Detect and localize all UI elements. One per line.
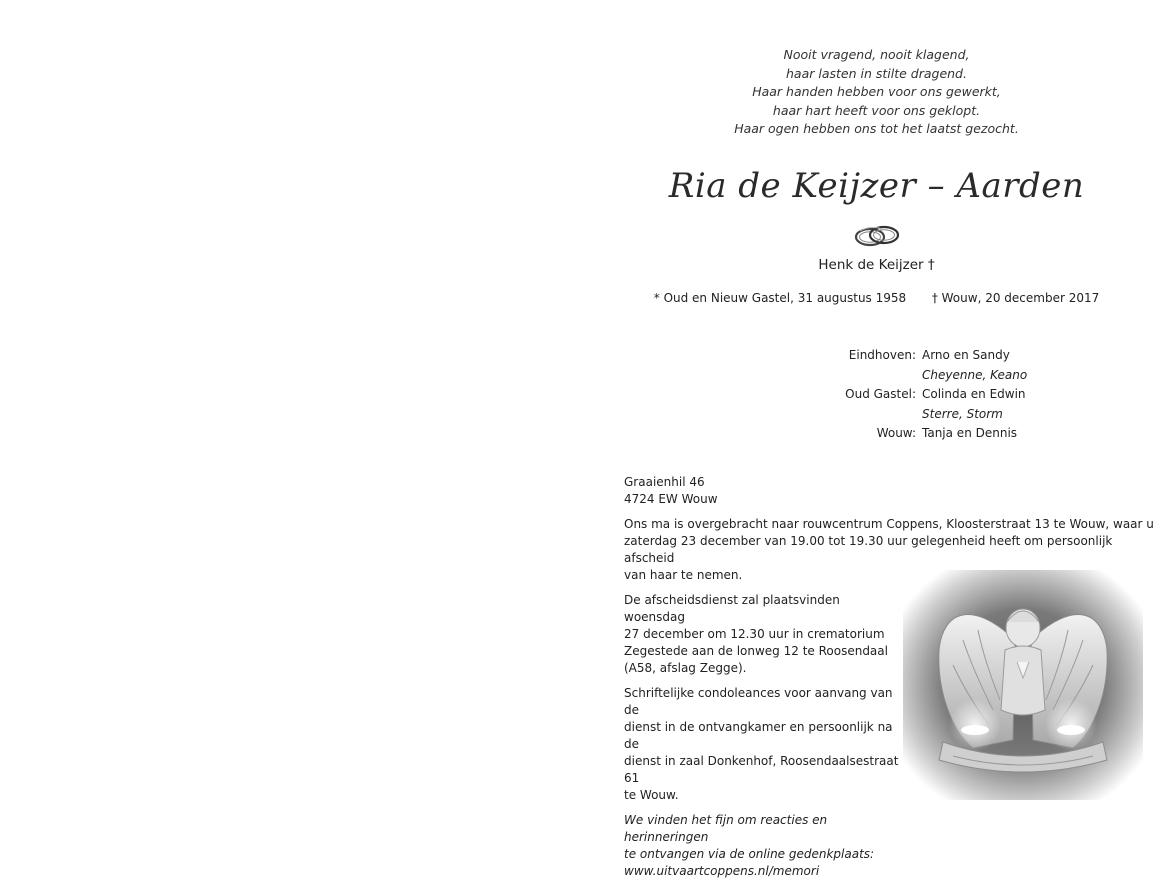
family-row <box>804 385 1027 405</box>
wedding-rings-icon <box>852 224 902 248</box>
poem-line: haar lasten in stilte dragend. <box>786 65 967 81</box>
condolences-paragraph: Schriftelijke condoleances voor aanvang van de dienst in de ontvangkamer en persoonlijk na de dienst in zaal Donkenhof, Roosendaalsestraat 61 te Wouw. <box>624 686 899 802</box>
poem-line: Nooit vragend, nooit klagend, <box>783 47 970 62</box>
family-grandchildren: Cheyenne, Keano <box>922 367 1028 382</box>
family-names: Colinda en Edwin <box>922 387 1026 401</box>
spouse-name: Henk de Keijzer † <box>818 257 935 273</box>
family-place: Oud Gastel: <box>845 387 916 401</box>
family-row <box>804 346 1027 366</box>
family-row <box>804 424 1027 444</box>
family-names: Arno en Sandy <box>922 348 1010 362</box>
visitation-paragraph: Ons ma is overgebracht naar rouwcentrum Coppens, Kloosterstraat 13 te Wouw, waar u zaterdag 23 december van 19.00 tot 19.30 uur gelegenheid heeft om persoonlijk afscheid van haar te nemen. <box>624 517 1154 582</box>
family-row <box>804 366 1027 386</box>
address <box>624 474 944 508</box>
poem <box>644 46 1109 139</box>
family-grandchildren: Sterre, Storm <box>922 406 1003 421</box>
family-row <box>804 405 1027 425</box>
family-list <box>804 346 1027 444</box>
angel-candle-photo <box>903 570 1143 800</box>
family-names: Tanja en Dennis <box>922 426 1018 440</box>
deceased-name: Ria de Keijzer – Aarden <box>668 166 1085 206</box>
family-place: Eindhoven: <box>848 348 916 362</box>
life-dates <box>604 291 1149 305</box>
notice-text <box>624 474 1154 888</box>
memorial-link[interactable]: www.uitvaartcoppens.nl/memori <box>624 864 820 878</box>
poem-line: haar hart heeft voor ons geklopt. <box>772 102 981 118</box>
address-city: 4724 EW Wouw <box>624 492 718 506</box>
poem-line: Haar handen hebben voor ons gewerkt, <box>752 84 1001 100</box>
death-date: † Wouw, 20 december 2017 <box>931 291 1100 305</box>
birth-date: * Oud en Nieuw Gastel, 31 augustus 1958 <box>653 291 907 305</box>
obituary-page <box>584 0 1169 878</box>
service-paragraph: De afscheidsdienst zal plaatsvinden woensdag 27 december om 12.30 uur in crematorium Zegestede aan de lonweg 12 te Roosendaal (A58, afslag Zegge). <box>624 593 888 675</box>
online-paragraph: We vinden het fijn om reacties en herinneringen te ontvangen via de online gedenkplaats: www.uitvaartcoppens.nl/memori <box>624 812 899 880</box>
address-street: Graaienhil 46 <box>624 475 705 489</box>
poem-line: Haar ogen hebben ons tot het laatst gezocht. <box>734 121 1019 137</box>
family-place: Wouw: <box>876 426 916 440</box>
